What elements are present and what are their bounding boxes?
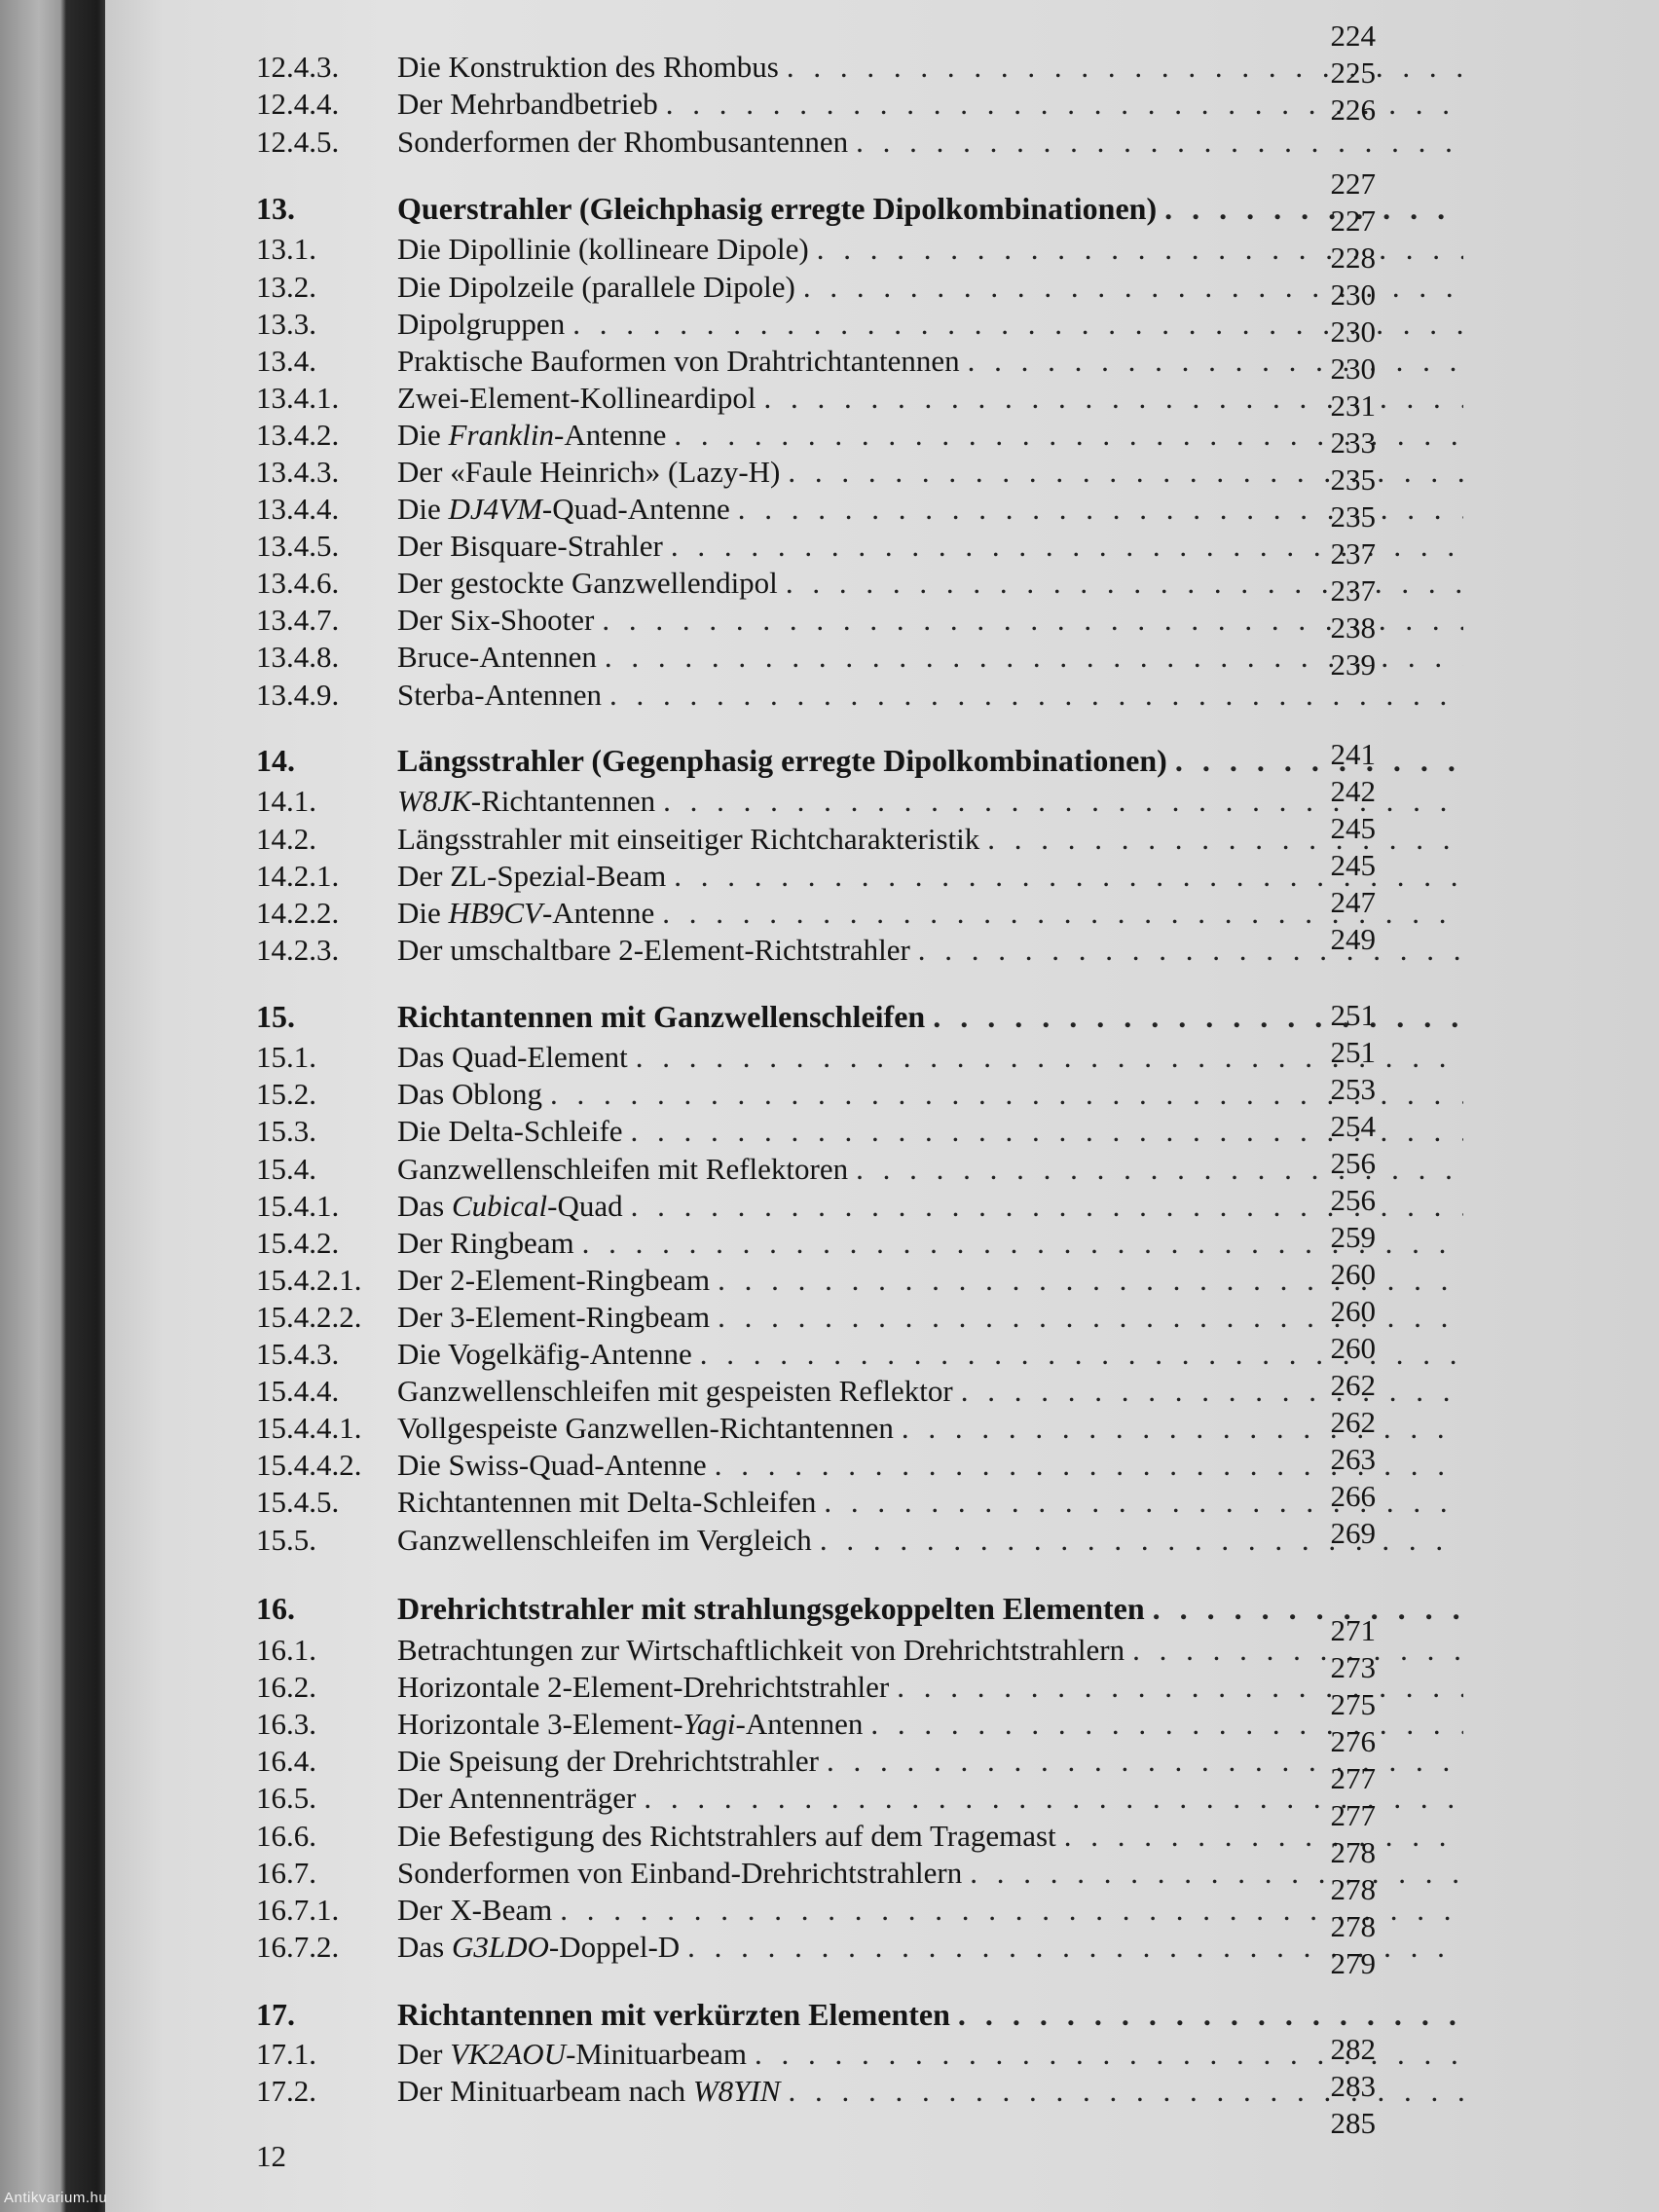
toc-leader-dots — [933, 998, 1463, 1035]
toc-entry — [256, 1929, 1473, 1966]
toc-section-title: Der 3-Element-Ringbeam — [397, 1300, 711, 1334]
toc-entry — [256, 124, 1473, 161]
toc-page-number: 275 — [1330, 1687, 1376, 1721]
toc-page-number: 247 — [1330, 885, 1376, 919]
toc-chapter-heading — [256, 1996, 1473, 2033]
toc-entry — [256, 528, 1473, 565]
toc-leader-dots — [856, 124, 1463, 161]
toc-page-number: 256 — [1330, 1183, 1376, 1217]
toc-page-number: 227 — [1330, 203, 1376, 238]
toc-page-number: 278 — [1330, 1835, 1376, 1869]
toc-page-number: 285 — [1330, 2106, 1376, 2140]
toc-section-number: 13.4.4. — [256, 492, 340, 526]
toc-page-number: 235 — [1330, 462, 1376, 497]
toc-page-number: 241 — [1330, 737, 1376, 771]
table-of-contents — [105, 0, 1659, 2212]
toc-section-number: 15.4.2.2. — [256, 1300, 362, 1334]
toc-page-number: 266 — [1330, 1479, 1376, 1513]
toc-section-title: Das Cubical-Quad — [397, 1189, 623, 1223]
toc-section-number: 16.7.2. — [256, 1930, 340, 1964]
toc-section-number: 13.4.9. — [256, 678, 340, 712]
toc-section-number: 15.3. — [256, 1114, 316, 1148]
toc-page-number: 230 — [1330, 314, 1376, 349]
toc-section-title: Das Oblong — [397, 1077, 542, 1111]
toc-section-title: Horizontale 3-Element-Yagi-Antennen — [397, 1707, 864, 1741]
toc-page-number: 228 — [1330, 240, 1376, 275]
toc-page-number: 253 — [1330, 1072, 1376, 1106]
toc-page-number: 263 — [1330, 1442, 1376, 1476]
toc-section-number: 12.4.4. — [256, 87, 340, 121]
toc-entry — [256, 1522, 1473, 1559]
toc-section-number: 16.1. — [256, 1633, 316, 1667]
toc-section-number: 15.2. — [256, 1077, 316, 1111]
toc-entry — [256, 380, 1473, 417]
toc-page-number: 249 — [1330, 922, 1376, 956]
toc-leader-dots — [1064, 1818, 1463, 1855]
toc-section-number: 14.2.3. — [256, 933, 340, 967]
toc-entry — [256, 565, 1473, 602]
toc-entry — [256, 602, 1473, 639]
toc-leader-dots — [902, 1410, 1463, 1447]
book-binding-edge — [0, 0, 108, 2212]
toc-entry — [256, 1076, 1473, 1113]
toc-section-title: Sonderformen von Einband-Drehrichtstrahlern — [397, 1856, 963, 1890]
toc-page-number: 237 — [1330, 536, 1376, 571]
toc-entry — [256, 306, 1473, 343]
toc-section-title: Richtantennen mit verkürzten Elementen — [397, 1997, 950, 2032]
toc-page-number: 224 — [1330, 18, 1376, 53]
toc-section-title: Der X-Beam — [397, 1893, 553, 1927]
toc-chapter-heading — [256, 1590, 1473, 1627]
toc-section-number: 13.4.2. — [256, 418, 340, 452]
toc-section-number: 13.3. — [256, 307, 316, 341]
toc-entry — [256, 1151, 1473, 1188]
toc-page-number: 230 — [1330, 277, 1376, 312]
toc-page-number: 231 — [1330, 388, 1376, 423]
toc-section-number: 13.4.7. — [256, 603, 340, 637]
toc-section-title: W8JK-Richtantennen — [397, 784, 656, 818]
toc-entry — [256, 1225, 1473, 1262]
toc-page-number: 256 — [1330, 1146, 1376, 1180]
toc-section-number: 15.4.5. — [256, 1485, 340, 1519]
toc-page-number: 276 — [1330, 1724, 1376, 1758]
toc-section-title: Der Bisquare-Strahler — [397, 529, 663, 563]
toc-entry — [256, 821, 1473, 858]
toc-page-number: 238 — [1330, 610, 1376, 645]
toc-entry — [256, 1855, 1473, 1892]
toc-chapter-heading — [256, 742, 1473, 779]
toc-section-title: Der VK2AOU-Minituarbeam — [397, 2037, 748, 2071]
toc-leader-dots — [1153, 1590, 1463, 1627]
toc-section-number: 15.1. — [256, 1040, 316, 1074]
toc-entry — [256, 783, 1473, 820]
toc-section-number: 13.1. — [256, 232, 316, 266]
toc-entry — [256, 1299, 1473, 1336]
toc-section-title: Richtantennen mit Delta-Schleifen — [397, 1485, 817, 1519]
toc-section-number: 13.4.8. — [256, 640, 340, 674]
toc-entry — [256, 1336, 1473, 1373]
toc-section-title: Betrachtungen zur Wirtschaftlichkeit von Drehrichtstrahlern — [397, 1633, 1125, 1667]
toc-section-number: 16.4. — [256, 1744, 316, 1778]
toc-entry — [256, 86, 1473, 123]
toc-page-number: 259 — [1330, 1220, 1376, 1254]
toc-page-number: 273 — [1330, 1650, 1376, 1684]
toc-page-number: 260 — [1330, 1257, 1376, 1291]
toc-entry — [256, 417, 1473, 454]
toc-page-number: 251 — [1330, 1035, 1376, 1069]
toc-section-number: 15.4.2. — [256, 1226, 340, 1260]
toc-entry — [256, 1818, 1473, 1855]
toc-entry — [256, 2073, 1473, 2110]
toc-section-title: Die Speisung der Drehrichtstrahler — [397, 1744, 820, 1778]
toc-entry — [256, 2036, 1473, 2073]
toc-page-number: 278 — [1330, 1872, 1376, 1906]
toc-page-number: 278 — [1330, 1909, 1376, 1943]
toc-section-number: 14.1. — [256, 784, 316, 818]
toc-page-number: 262 — [1330, 1368, 1376, 1402]
toc-section-title: Querstrahler (Gleichphasig erregte Dipolkombinationen) — [397, 191, 1158, 226]
toc-entry — [256, 895, 1473, 932]
toc-section-title: Das G3LDO-Doppel-D — [397, 1930, 681, 1964]
toc-section-title: Ganzwellenschleifen mit Reflektoren — [397, 1152, 849, 1186]
toc-leader-dots — [918, 932, 1463, 969]
toc-section-title: Die HB9CV-Antenne — [397, 896, 655, 930]
toc-entry — [256, 639, 1473, 676]
toc-page-number: 260 — [1330, 1294, 1376, 1328]
toc-entry — [256, 1262, 1473, 1299]
toc-section-title: Der Antennenträger — [397, 1781, 637, 1815]
toc-section-title: Die Dipolzeile (parallele Dipole) — [397, 270, 795, 304]
toc-entry — [256, 1447, 1473, 1484]
toc-section-number: 13.4. — [256, 344, 316, 378]
toc-section-number: 16.6. — [256, 1819, 316, 1853]
toc-page-number: 251 — [1330, 998, 1376, 1032]
toc-page-number: 242 — [1330, 774, 1376, 808]
toc-page-number: 283 — [1330, 2069, 1376, 2103]
toc-section-title: Die Konstruktion des Rhombus — [397, 50, 779, 84]
toc-page-number: 277 — [1330, 1761, 1376, 1795]
toc-leader-dots — [987, 821, 1463, 858]
toc-page-number: 226 — [1330, 92, 1376, 127]
toc-section-number: 15.4.3. — [256, 1337, 340, 1371]
toc-page — [105, 0, 1659, 2212]
toc-section-number: 17. — [256, 1997, 295, 2032]
toc-section-title: Die Dipollinie (kollineare Dipole) — [397, 232, 809, 266]
toc-entry — [256, 343, 1473, 380]
toc-section-number: 16.3. — [256, 1707, 316, 1741]
toc-section-number: 16.7. — [256, 1856, 316, 1890]
watermark: Antikvarium.hu — [4, 2190, 108, 2206]
toc-entry — [256, 677, 1473, 714]
toc-entry — [256, 1484, 1473, 1521]
toc-section-title: Zwei-Element-Kollineardipol — [397, 381, 756, 415]
toc-section-number: 13.4.5. — [256, 529, 340, 563]
toc-section-number: 16. — [256, 1591, 295, 1626]
toc-page-number: 235 — [1330, 499, 1376, 534]
toc-section-number: 17.1. — [256, 2037, 316, 2071]
toc-entry — [256, 1632, 1473, 1669]
toc-section-title: Das Quad-Element — [397, 1040, 628, 1074]
toc-section-number: 15. — [256, 999, 295, 1034]
toc-page-number: 269 — [1330, 1516, 1376, 1550]
toc-section-title: Ganzwellenschleifen im Vergleich — [397, 1523, 812, 1557]
toc-entry — [256, 491, 1473, 528]
toc-section-title: Die Delta-Schleife — [397, 1114, 623, 1148]
toc-section-title: Drehrichtstrahler mit strahlungsgekoppelten Elementen — [397, 1591, 1145, 1626]
toc-entry — [256, 1743, 1473, 1780]
toc-section-number: 17.2. — [256, 2074, 316, 2108]
toc-section-title: Der gestockte Ganzwellendipol — [397, 566, 778, 600]
toc-page-number: 233 — [1330, 425, 1376, 460]
toc-section-number: 15.4.4.2. — [256, 1448, 362, 1482]
toc-section-number: 14.2.1. — [256, 859, 340, 893]
toc-page-number: 227 — [1330, 166, 1376, 201]
toc-section-title: Sonderformen der Rhombusantennen — [397, 125, 849, 159]
toc-entry — [256, 1780, 1473, 1817]
toc-section-number: 15.5. — [256, 1523, 316, 1557]
toc-section-number: 16.7.1. — [256, 1893, 340, 1927]
toc-section-number: 14.2.2. — [256, 896, 340, 930]
toc-entry — [256, 454, 1473, 491]
toc-entry — [256, 231, 1473, 268]
toc-page-number: 239 — [1330, 647, 1376, 682]
toc-page-number: 262 — [1330, 1405, 1376, 1439]
toc-leader-dots — [958, 1996, 1463, 2033]
toc-section-number: 15.4.4. — [256, 1374, 340, 1408]
toc-page-number: 230 — [1330, 351, 1376, 386]
toc-section-title: Die Swiss-Quad-Antenne — [397, 1448, 707, 1482]
page-folio: 12 — [256, 2139, 286, 2173]
toc-section-number: 13. — [256, 191, 295, 226]
toc-page-number: 225 — [1330, 55, 1376, 90]
toc-section-number: 16.5. — [256, 1781, 316, 1815]
toc-entry — [256, 932, 1473, 969]
toc-section-title: Längsstrahler mit einseitiger Richtcharakteristik — [397, 822, 980, 856]
toc-section-number: 13.4.3. — [256, 455, 340, 489]
toc-leader-dots — [961, 1373, 1463, 1410]
toc-entry — [256, 1892, 1473, 1929]
toc-section-title: Praktische Bauformen von Drahtrichtantennen — [397, 344, 960, 378]
toc-page-number: 260 — [1330, 1331, 1376, 1365]
toc-section-title: Der Minituarbeam nach W8YIN — [397, 2074, 781, 2108]
toc-section-number: 15.4.2.1. — [256, 1263, 362, 1297]
toc-section-number: 12.4.3. — [256, 50, 340, 84]
toc-page-number: 245 — [1330, 811, 1376, 845]
toc-page-number: 271 — [1330, 1613, 1376, 1647]
toc-section-title: Die Vogelkäfig-Antenne — [397, 1337, 692, 1371]
toc-page-number: 277 — [1330, 1798, 1376, 1832]
toc-section-number: 15.4.4.1. — [256, 1411, 362, 1445]
toc-leader-dots — [970, 1855, 1463, 1892]
toc-entry — [256, 1113, 1473, 1150]
toc-section-number: 15.4. — [256, 1152, 316, 1186]
toc-section-title: Horizontale 2-Element-Drehrichtstrahler — [397, 1670, 890, 1704]
toc-section-number: 12.4.5. — [256, 125, 340, 159]
toc-entry — [256, 1039, 1473, 1076]
toc-section-number: 16.2. — [256, 1670, 316, 1704]
toc-page-number: 254 — [1330, 1109, 1376, 1143]
toc-section-title: Der Six-Shooter — [397, 603, 595, 637]
toc-section-title: Der umschaltbare 2-Element-Richtstrahler — [397, 933, 910, 967]
toc-section-title: Die DJ4VM-Quad-Antenne — [397, 492, 730, 526]
toc-chapter-heading — [256, 190, 1473, 227]
toc-section-title: Der Mehrbandbetrieb — [397, 87, 658, 121]
toc-entry — [256, 858, 1473, 895]
toc-page-number: 279 — [1330, 1946, 1376, 1980]
toc-leader-dots — [968, 343, 1463, 380]
toc-section-title: Sterba-Antennen — [397, 678, 603, 712]
toc-section-title: Bruce-Antennen — [397, 640, 597, 674]
toc-section-title: Die Befestigung des Richtstrahlers auf dem Tragemast — [397, 1819, 1056, 1853]
toc-section-number: 15.4.1. — [256, 1189, 340, 1223]
toc-chapter-heading — [256, 998, 1473, 1035]
toc-entry — [256, 49, 1473, 86]
toc-entry — [256, 1669, 1473, 1706]
toc-entry — [256, 269, 1473, 306]
toc-entry — [256, 1410, 1473, 1447]
toc-page-number: 245 — [1330, 848, 1376, 882]
toc-section-title: Längsstrahler (Gegenphasig erregte Dipolkombinationen) — [397, 743, 1167, 778]
toc-section-number: 14. — [256, 743, 295, 778]
toc-leader-dots — [897, 1669, 1463, 1706]
toc-leader-dots — [1132, 1632, 1463, 1669]
toc-section-number: 13.4.1. — [256, 381, 340, 415]
toc-section-title: Dipolgruppen — [397, 307, 566, 341]
toc-section-title: Der «Faule Heinrich» (Lazy-H) — [397, 455, 781, 489]
toc-section-title: Der 2-Element-Ringbeam — [397, 1263, 711, 1297]
toc-section-number: 14.2. — [256, 822, 316, 856]
toc-entry — [256, 1188, 1473, 1225]
toc-section-title: Vollgespeiste Ganzwellen-Richtantennen — [397, 1411, 894, 1445]
toc-section-title: Die Franklin-Antenne — [397, 418, 667, 452]
toc-section-number: 13.2. — [256, 270, 316, 304]
toc-section-title: Richtantennen mit Ganzwellenschleifen — [397, 999, 926, 1034]
toc-entry — [256, 1373, 1473, 1410]
toc-section-number: 13.4.6. — [256, 566, 340, 600]
toc-section-title: Ganzwellenschleifen mit gespeisten Reflektor — [397, 1374, 953, 1408]
toc-page-number: 237 — [1330, 573, 1376, 608]
toc-entry — [256, 1706, 1473, 1743]
toc-page-number: 282 — [1330, 2032, 1376, 2066]
toc-section-title: Der Ringbeam — [397, 1226, 574, 1260]
toc-section-title: Der ZL-Spezial-Beam — [397, 859, 667, 893]
